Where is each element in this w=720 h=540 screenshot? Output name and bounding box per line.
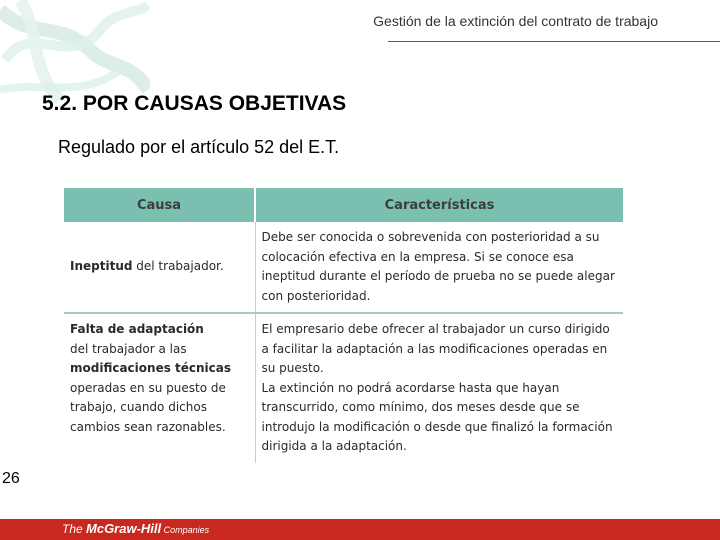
cause-cell	[64, 313, 255, 463]
cause-text: del trabajador a las	[70, 341, 187, 356]
logo-suffix: Companies	[161, 525, 210, 535]
header-title: Gestión de la extinción del contrato de trabajo	[373, 13, 658, 29]
logo-prefix: The	[62, 522, 87, 536]
cause-bold: modificaciones técnicas	[70, 361, 232, 375]
cause-text: operadas en su puesto de trabajo, cuando dichos cambios sean razonables.	[70, 380, 226, 434]
table-header-cause: Causa	[64, 188, 255, 222]
table-row	[64, 222, 623, 313]
cause-bold: Ineptitud	[70, 259, 133, 274]
cause-bold: Falta de adaptación	[70, 322, 204, 336]
section-title: 5.2. POR CAUSAS OBJETIVAS	[42, 92, 347, 115]
slide-number: 26	[2, 470, 20, 487]
cause-cell	[64, 222, 255, 313]
table-row	[64, 313, 623, 463]
table-header-row	[64, 188, 623, 222]
section-subtitle: Regulado por el artículo 52 del E.T.	[58, 137, 340, 157]
logo-brand: McGraw-Hill	[86, 521, 162, 536]
characteristics-text: Debe ser conocida o sobrevenida con posterioridad a su colocación efectiva en la empresa. Si se conoce esa ineptitud durante el período de prueba no se puede alegar con posterioridad.	[261, 230, 615, 303]
cause-text: del trabajador.	[132, 259, 224, 274]
characteristics-cell	[255, 222, 623, 313]
characteristics-text: El empresario debe ofrecer al trabajador un curso dirigido a facilitar la adaptación a las modificaciones operadas en su puesto.	[261, 322, 610, 375]
footer-bar	[0, 519, 720, 540]
causes-table	[64, 188, 623, 463]
header-divider	[388, 41, 720, 42]
publisher-logo	[62, 521, 209, 536]
characteristics-cell	[255, 313, 623, 463]
characteristics-text: La extinción no podrá acordarse hasta que hayan transcurrido, como mínimo, dos meses desde que se introdujo la modificación o desde que finalizó la formación dirigida a la adaptación.	[261, 380, 613, 453]
causes-table-image	[64, 188, 623, 464]
table-header-characteristics: Características	[255, 188, 623, 222]
